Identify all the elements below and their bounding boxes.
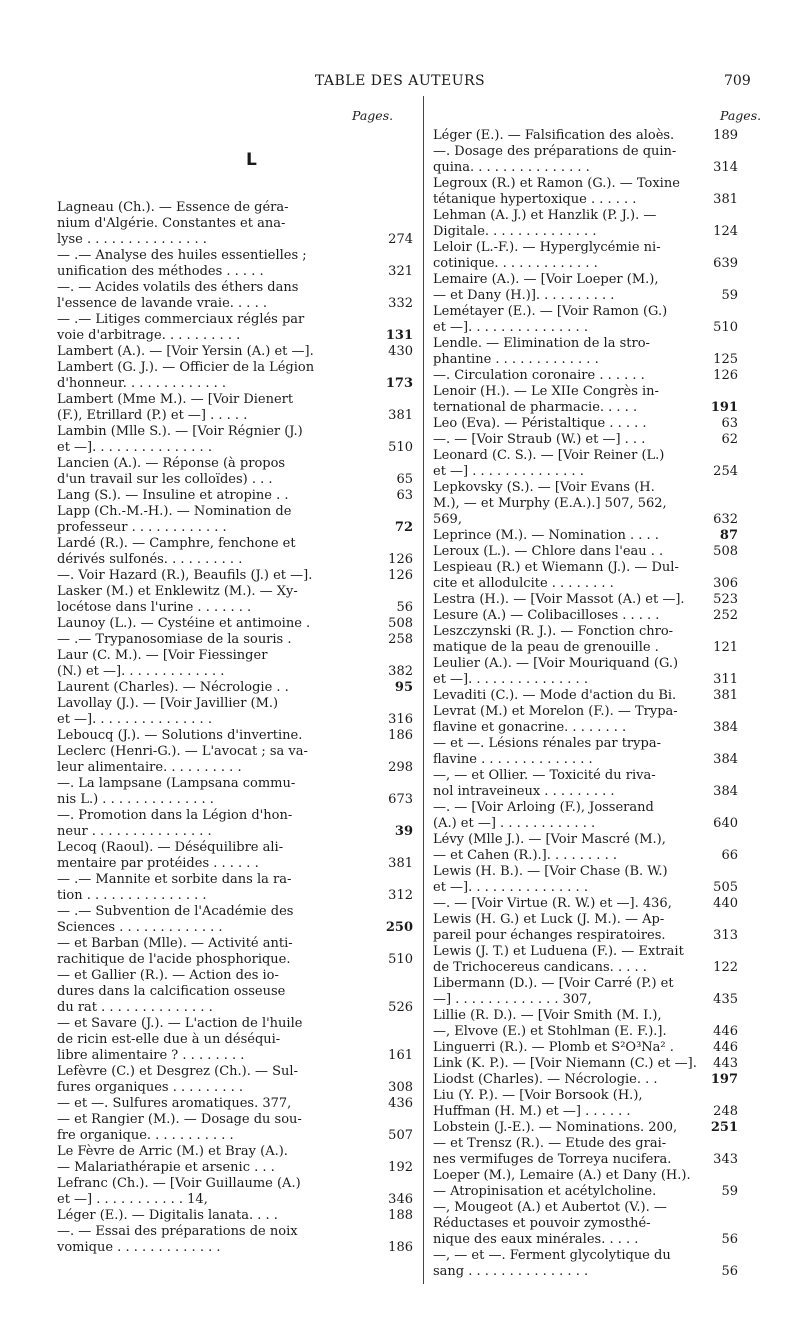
index-entry: [433, 128, 738, 144]
index-entry-page: 66: [721, 848, 738, 863]
index-entry: [57, 280, 413, 312]
index-entry-text: Lancien (A.). — Réponse (à propos d'un travail sur les colloïdes) . . .: [57, 456, 286, 487]
index-entry: [433, 480, 738, 528]
running-header-title: TABLE DES AUTEURS: [314, 73, 486, 89]
index-entry: [433, 240, 738, 272]
index-entry: [433, 976, 738, 1008]
index-entry-page: 443: [713, 1056, 738, 1071]
index-entry-page: 248: [713, 1104, 738, 1119]
index-entry: [57, 1016, 413, 1064]
index-entry-text: — .— Litiges commerciaux réglés par voie d'arbitrage. . . . . . . . . .: [57, 312, 305, 343]
index-entry-text: —. — [Voir Virtue (R. W.) et —]. 436,: [433, 896, 672, 911]
index-entry: [433, 528, 738, 544]
index-entry: [433, 608, 738, 624]
index-entry-page: 87: [719, 528, 738, 543]
index-entry: [57, 904, 413, 936]
index-entry-page: 440: [713, 896, 738, 911]
index-entry-text: — .— Mannite et sorbite dans la ra- tion . . . . . . . . . . . . . . .: [57, 872, 292, 903]
index-entry-text: Lewis (H. B.). — [Voir Chase (B. W.) et —]. . . . . . . . . . . . . . .: [433, 864, 668, 895]
index-entry: [57, 424, 413, 456]
index-entry-text: Loeper (M.), Lemaire (A.) et Dany (H.). — Atropinisation et acétylcholine.: [433, 1168, 691, 1199]
index-entry: [433, 688, 738, 704]
index-entry-page: 346: [388, 1192, 413, 1207]
index-entry-text: Leo (Eva). — Péristaltique . . . . .: [433, 416, 647, 431]
index-entry-page: 56: [721, 1264, 738, 1279]
index-entry: [57, 840, 413, 872]
index-entry-page: 306: [713, 576, 738, 591]
index-entry-text: — .— Trypanosomiase de la souris .: [57, 632, 292, 647]
index-entry: [57, 488, 413, 504]
index-entry-page: 126: [388, 552, 413, 567]
index-entry: [433, 1248, 738, 1280]
index-entry-text: Lillie (R. D.). — [Voir Smith (M. I.), —, Elvove (E.) et Stohlman (E. F.).].: [433, 1008, 667, 1039]
index-entry: [57, 728, 413, 744]
index-entry-page: 436: [388, 1096, 413, 1111]
index-entry-page: 430: [388, 344, 413, 359]
index-entry-text: Lendle. — Elimination de la stro- phantine . . . . . . . . . . . . .: [433, 336, 650, 367]
index-entry: [57, 776, 413, 808]
index-entry: [433, 432, 738, 448]
index-entry-text: Leboucq (J.). — Solutions d'invertine.: [57, 728, 303, 743]
index-entry-text: Leclerc (Henri-G.). — L'avocat ; sa va- leur alimentaire. . . . . . . . . .: [57, 744, 308, 775]
index-entry: [433, 944, 738, 976]
index-entry-page: 126: [388, 568, 413, 583]
index-entry: [57, 648, 413, 680]
index-entry-text: Lobstein (J.-E.). — Nominations. 200,: [433, 1120, 678, 1135]
index-entry-page: 189: [713, 128, 738, 143]
index-entry: [433, 704, 738, 736]
index-entry-page: 122: [713, 960, 738, 975]
index-entry-text: — et —. Lésions rénales par trypa- flavine . . . . . . . . . . . . . .: [433, 736, 661, 767]
index-entry-text: Leonard (C. S.). — [Voir Reiner (L.) et —] . . . . . . . . . . . . . .: [433, 448, 665, 479]
index-entry: [57, 936, 413, 968]
index-entry-text: Lagneau (Ch.). — Essence de géra- nium d'Algérie. Constantes et ana- lyse . . . . . . . . . . . . . . .: [57, 200, 289, 247]
index-entry-text: Leprince (M.). — Nomination . . . .: [433, 528, 659, 543]
index-entry-text: — et Trensz (R.). — Etude des grai- nes vermifuges de Torreya nucifera.: [433, 1136, 672, 1167]
index-entry: [57, 392, 413, 424]
index-entry: [433, 896, 738, 912]
index-entry-text: Legroux (R.) et Ramon (G.). — Toxine tétanique hypertoxique . . . . . .: [433, 176, 680, 207]
index-entry: [433, 208, 738, 240]
index-entry: [433, 272, 738, 304]
index-entry-text: — et Gallier (R.). — Action des io- dures dans la calcification osseuse du rat . . . . . . . . . . . . . .: [57, 968, 286, 1015]
index-entry-page: 121: [713, 640, 738, 655]
index-entry: [433, 800, 738, 832]
index-entry-text: Lepkovsky (S.). — [Voir Evans (H. M.), — et Murphy (E.A.).] 507, 562, 569,: [433, 480, 667, 527]
index-entry-text: —. — [Voir Arloing (F.), Josserand (A.) et —] . . . . . . . . . . . .: [433, 800, 654, 831]
index-column-right: [433, 128, 738, 1280]
index-entry: [57, 808, 413, 840]
index-entry-page: 510: [713, 320, 738, 335]
index-entry-text: Lambert (G. J.). — Officier de la Légion d'honneur. . . . . . . . . . . . .: [57, 360, 315, 391]
index-entry-page: 72: [394, 520, 413, 535]
index-entry-page: 510: [388, 440, 413, 455]
index-entry-text: Levaditi (C.). — Mode d'action du Bi.: [433, 688, 677, 703]
index-entry-text: Laur (C. M.). — [Voir Fiessinger (N.) et —]. . . . . . . . . . . . .: [57, 648, 268, 679]
index-entry-page: 62: [721, 432, 738, 447]
index-entry: [433, 144, 738, 176]
index-entry-page: 186: [388, 728, 413, 743]
index-entry-page: 197: [710, 1072, 738, 1087]
index-entry-text: — et Rangier (M.). — Dosage du sou- fre organique. . . . . . . . . . .: [57, 1112, 302, 1143]
pages-column-label-left: Pages.: [352, 108, 394, 123]
index-entry-page: 252: [713, 608, 738, 623]
index-entry: [57, 360, 413, 392]
index-entry-text: — et Barban (Mlle). — Activité anti- rachitique de l'acide phosphorique.: [57, 936, 293, 967]
index-entry-text: Lapp (Ch.-M.-H.). — Nomination de professeur . . . . . . . . . . . .: [57, 504, 292, 535]
index-entry: [433, 1088, 738, 1120]
index-entry-page: 508: [388, 616, 413, 631]
index-entry: [57, 344, 413, 360]
index-entry-page: 191: [710, 400, 738, 415]
index-entry-page: 251: [710, 1120, 738, 1135]
index-entry-text: Léger (E.). — Falsification des aloès.: [433, 128, 675, 143]
index-entry-page: 308: [388, 1080, 413, 1095]
index-entry-text: Libermann (D.). — [Voir Carré (P.) et —] . . . . . . . . . . . . . 307,: [433, 976, 674, 1007]
index-entry-page: 314: [713, 160, 738, 175]
index-entry: [57, 696, 413, 728]
index-entry-text: Leszczynski (R. J.). — Fonction chro- matique de la peau de grenouille .: [433, 624, 674, 655]
index-entry-page: 173: [385, 376, 413, 391]
index-entry-page: 381: [388, 856, 413, 871]
index-entry-page: 192: [388, 1160, 413, 1175]
index-entry-text: Lefèvre (C.) et Desgrez (Ch.). — Sul- fures organiques . . . . . . . . .: [57, 1064, 298, 1095]
index-entry-text: — .— Analyse des huiles essentielles ; unification des méthodes . . . . .: [57, 248, 307, 279]
index-entry-text: —. — Acides volatils des éthers dans l'essence de lavande vraie. . . . .: [57, 280, 299, 311]
index-entry-text: —. — [Voir Straub (W.) et —] . . .: [433, 432, 646, 447]
index-entry: [57, 872, 413, 904]
index-entry: [57, 1144, 413, 1176]
index-entry-text: —. Dosage des préparations de quin- quina. . . . . . . . . . . . . . .: [433, 144, 677, 175]
index-entry: [57, 968, 413, 1016]
index-entry-page: 59: [721, 1184, 738, 1199]
index-entry: [57, 536, 413, 568]
index-entry: [433, 1008, 738, 1040]
index-entry-text: —. Circulation coronaire . . . . . .: [433, 368, 645, 383]
index-entry-page: 254: [713, 464, 738, 479]
index-entry: [57, 504, 413, 536]
index-entry-page: 311: [713, 672, 738, 687]
index-entry-text: Leloir (L.-F.). — Hyperglycémie ni- cotinique. . . . . . . . . . . . .: [433, 240, 661, 271]
index-entry: [57, 584, 413, 616]
index-entry-page: 632: [713, 512, 738, 527]
index-entry-text: Lemaire (A.). — [Voir Loeper (M.), — et Dany (H.)]. . . . . . . . . .: [433, 272, 659, 303]
index-entry-text: —, — et —. Ferment glycolytique du sang . . . . . . . . . . . . . . .: [433, 1248, 671, 1279]
index-entry-page: 508: [713, 544, 738, 559]
index-entry-text: —. Promotion dans la Légion d'hon- neur . . . . . . . . . . . . . . .: [57, 808, 293, 839]
index-entry-page: 63: [721, 416, 738, 431]
page-number: 709: [724, 73, 751, 89]
index-entry: [433, 1072, 738, 1088]
index-entry: [57, 744, 413, 776]
index-entry-text: —, Mougeot (A.) et Aubertot (V.). — Réductases et pouvoir zymosthé- nique des eaux minérales. . . . .: [433, 1200, 667, 1247]
index-entry-page: 186: [388, 1240, 413, 1255]
index-entry-text: Lehman (A. J.) et Hanzlik (P. J.). — Digitale. . . . . . . . . . . . . .: [433, 208, 657, 239]
index-entry-text: Le Fèvre de Arric (M.) et Bray (A.). — Malariathérapie et arsenic . . .: [57, 1144, 288, 1175]
index-entry: [433, 1136, 738, 1168]
index-entry-page: 250: [385, 920, 413, 935]
index-entry-page: 507: [388, 1128, 413, 1143]
index-entry-text: Léger (E.). — Digitalis lanata. . . .: [57, 1208, 278, 1223]
index-entry-text: —. — Essai des préparations de noix vomique . . . . . . . . . . . . .: [57, 1224, 298, 1255]
index-entry: [57, 1064, 413, 1096]
index-entry: [57, 1112, 413, 1144]
index-entry-text: Lewis (J. T.) et Luduena (F.). — Extrait de Trichocereus candicans. . . . .: [433, 944, 684, 975]
index-entry: [57, 248, 413, 280]
index-entry-page: 65: [396, 472, 413, 487]
index-entry: [433, 832, 738, 864]
index-entry-page: 382: [388, 664, 413, 679]
index-entry: [433, 1056, 738, 1072]
index-entry-text: Leulier (A.). — [Voir Mouriquand (G.) et —]. . . . . . . . . . . . . . .: [433, 656, 679, 687]
index-entry-page: 343: [713, 1152, 738, 1167]
index-entry: [433, 624, 738, 656]
index-entry: [433, 368, 738, 384]
index-entry: [433, 864, 738, 896]
index-entry-page: 381: [388, 408, 413, 423]
index-entry-page: 39: [394, 824, 413, 839]
index-entry-page: 446: [713, 1040, 738, 1055]
index-entry-page: 298: [388, 760, 413, 775]
index-entry-page: 313: [713, 928, 738, 943]
index-entry-text: Lenoir (H.). — Le XIIe Congrès in- ternational de pharmacie. . . . .: [433, 384, 659, 415]
index-entry-page: 381: [713, 688, 738, 703]
index-entry-text: Laurent (Charles). — Nécrologie . .: [57, 680, 289, 695]
index-entry-text: Liu (Y. P.). — [Voir Borsook (H.), Huffman (H. M.) et —] . . . . . .: [433, 1088, 643, 1119]
index-entry-text: Lavollay (J.). — [Voir Javillier (M.) et —]. . . . . . . . . . . . . . .: [57, 696, 279, 727]
index-entry-page: 126: [713, 368, 738, 383]
index-entry: [433, 1120, 738, 1136]
index-entry-page: 640: [713, 816, 738, 831]
index-entry: [433, 656, 738, 688]
index-entry-text: Lambin (Mlle S.). — [Voir Régnier (J.) et —]. . . . . . . . . . . . . . .: [57, 424, 303, 455]
index-entry: [57, 568, 413, 584]
index-entry-page: 446: [713, 1024, 738, 1039]
index-entry-text: Launoy (L.). — Cystéine et antimoine .: [57, 616, 311, 631]
index-entry-page: 510: [388, 952, 413, 967]
index-entry-page: 56: [721, 1232, 738, 1247]
index-entry: [57, 312, 413, 344]
index-entry-text: —. Voir Hazard (R.), Beaufils (J.) et —].: [57, 568, 313, 583]
index-entry: [433, 176, 738, 208]
index-entry-page: 258: [388, 632, 413, 647]
index-entry-page: 505: [713, 880, 738, 895]
index-entry: [433, 912, 738, 944]
index-entry-text: Link (K. P.). — [Voir Niemann (C.) et —].: [433, 1056, 697, 1071]
index-entry: [57, 1096, 413, 1112]
index-entry-text: Levrat (M.) et Morelon (F.). — Trypa- flavine et gonacrine. . . . . . . .: [433, 704, 678, 735]
index-entry-page: 381: [713, 192, 738, 207]
index-column-left: [57, 200, 413, 1256]
index-entry-text: Lestra (H.). — [Voir Massot (A.) et —].: [433, 592, 685, 607]
index-entry-page: 59: [721, 288, 738, 303]
index-entry: [57, 1224, 413, 1256]
index-entry: [57, 632, 413, 648]
index-entry-text: Lambert (Mme M.). — [Voir Dienert (F.), Etrillard (P.) et —] . . . . .: [57, 392, 294, 423]
index-entry-page: 384: [713, 784, 738, 799]
index-entry-text: Linguerri (R.). — Plomb et S²O³Na² .: [433, 1040, 674, 1055]
index-entry-text: Lecoq (Raoul). — Déséquilibre ali- mentaire par protéides . . . . . .: [57, 840, 284, 871]
index-entry-page: 125: [713, 352, 738, 367]
index-entry: [433, 1200, 738, 1248]
index-entry: [433, 1040, 738, 1056]
index-entry-text: Lewis (H. G.) et Luck (J. M.). — Ap- pareil pour échanges respiratoires.: [433, 912, 666, 943]
index-entry: [433, 1168, 738, 1200]
index-entry-text: Lardé (R.). — Camphre, fenchone et dérivés sulfonés. . . . . . . . . .: [57, 536, 296, 567]
index-entry-page: 673: [388, 792, 413, 807]
index-entry: [57, 200, 413, 248]
pages-column-label-right: Pages.: [720, 108, 762, 123]
index-entry: [57, 680, 413, 696]
index-entry-text: Liodst (Charles). — Nécrologie. . .: [433, 1072, 658, 1087]
index-entry-page: 124: [713, 224, 738, 239]
index-entry-text: — et Savare (J.). — L'action de l'huile de ricin est-elle due à un déséqui- libre alimentaire ? . . . . . . . .: [57, 1016, 303, 1063]
column-divider: [423, 96, 424, 1284]
index-entry: [433, 336, 738, 368]
index-entry: [433, 384, 738, 416]
index-entry-page: 523: [713, 592, 738, 607]
index-entry-page: 321: [388, 264, 413, 279]
index-entry-text: Lesure (A.) — Colibacilloses . . . . .: [433, 608, 660, 623]
index-entry: [433, 448, 738, 480]
index-entry-text: Lefranc (Ch.). — [Voir Guillaume (A.) et —] . . . . . . . . . . . 14,: [57, 1176, 301, 1207]
index-entry-text: Lévy (Mlle J.). — [Voir Mascré (M.), — et Cahen (R.).]. . . . . . . . .: [433, 832, 666, 863]
index-entry-text: — et —. Sulfures aromatiques. 377,: [57, 1096, 292, 1111]
index-entry-text: Lang (S.). — Insuline et atropine . .: [57, 488, 289, 503]
index-entry-page: 639: [713, 256, 738, 271]
index-entry: [433, 560, 738, 592]
index-entry: [433, 304, 738, 336]
index-entry-text: Lambert (A.). — [Voir Yersin (A.) et —].: [57, 344, 314, 359]
index-entry-page: 526: [388, 1000, 413, 1015]
index-entry-page: 435: [713, 992, 738, 1007]
index-entry: [57, 1208, 413, 1224]
index-entry-page: 161: [388, 1048, 413, 1063]
index-entry-page: 131: [385, 328, 413, 343]
index-entry-page: 63: [396, 488, 413, 503]
index-entry-text: Lespieau (R.) et Wiemann (J.). — Dul- cite et allodulcite . . . . . . . .: [433, 560, 679, 591]
index-entry-text: — .— Subvention de l'Académie des Sciences . . . . . . . . . . . . .: [57, 904, 294, 935]
index-entry: [433, 768, 738, 800]
index-entry: [57, 616, 413, 632]
index-entry: [57, 456, 413, 488]
index-entry-text: —. La lampsane (Lampsana commu- nis L.) . . . . . . . . . . . . . .: [57, 776, 296, 807]
index-entry-page: 56: [396, 600, 413, 615]
index-entry-text: Lasker (M.) et Enklewitz (M.). — Xy- locétose dans l'urine . . . . . . .: [57, 584, 298, 615]
index-entry: [433, 544, 738, 560]
index-entry-page: 312: [388, 888, 413, 903]
index-entry-page: 384: [713, 720, 738, 735]
index-entry-text: Leroux (L.). — Chlore dans l'eau . .: [433, 544, 664, 559]
index-entry-page: 316: [388, 712, 413, 727]
index-entry-text: —, — et Ollier. — Toxicité du riva- nol intraveineux . . . . . . . . .: [433, 768, 656, 799]
index-entry: [433, 736, 738, 768]
index-entry-text: Lemétayer (E.). — [Voir Ramon (G.) et —]. . . . . . . . . . . . . . .: [433, 304, 668, 335]
index-entry-page: 332: [388, 296, 413, 311]
index-entry-page: 384: [713, 752, 738, 767]
index-entry-page: 95: [394, 680, 413, 695]
index-entry-page: 188: [388, 1208, 413, 1223]
index-entry-page: 274: [388, 232, 413, 247]
index-entry: [433, 416, 738, 432]
index-entry: [57, 1176, 413, 1208]
index-entry: [433, 592, 738, 608]
section-letter: L: [246, 150, 257, 170]
